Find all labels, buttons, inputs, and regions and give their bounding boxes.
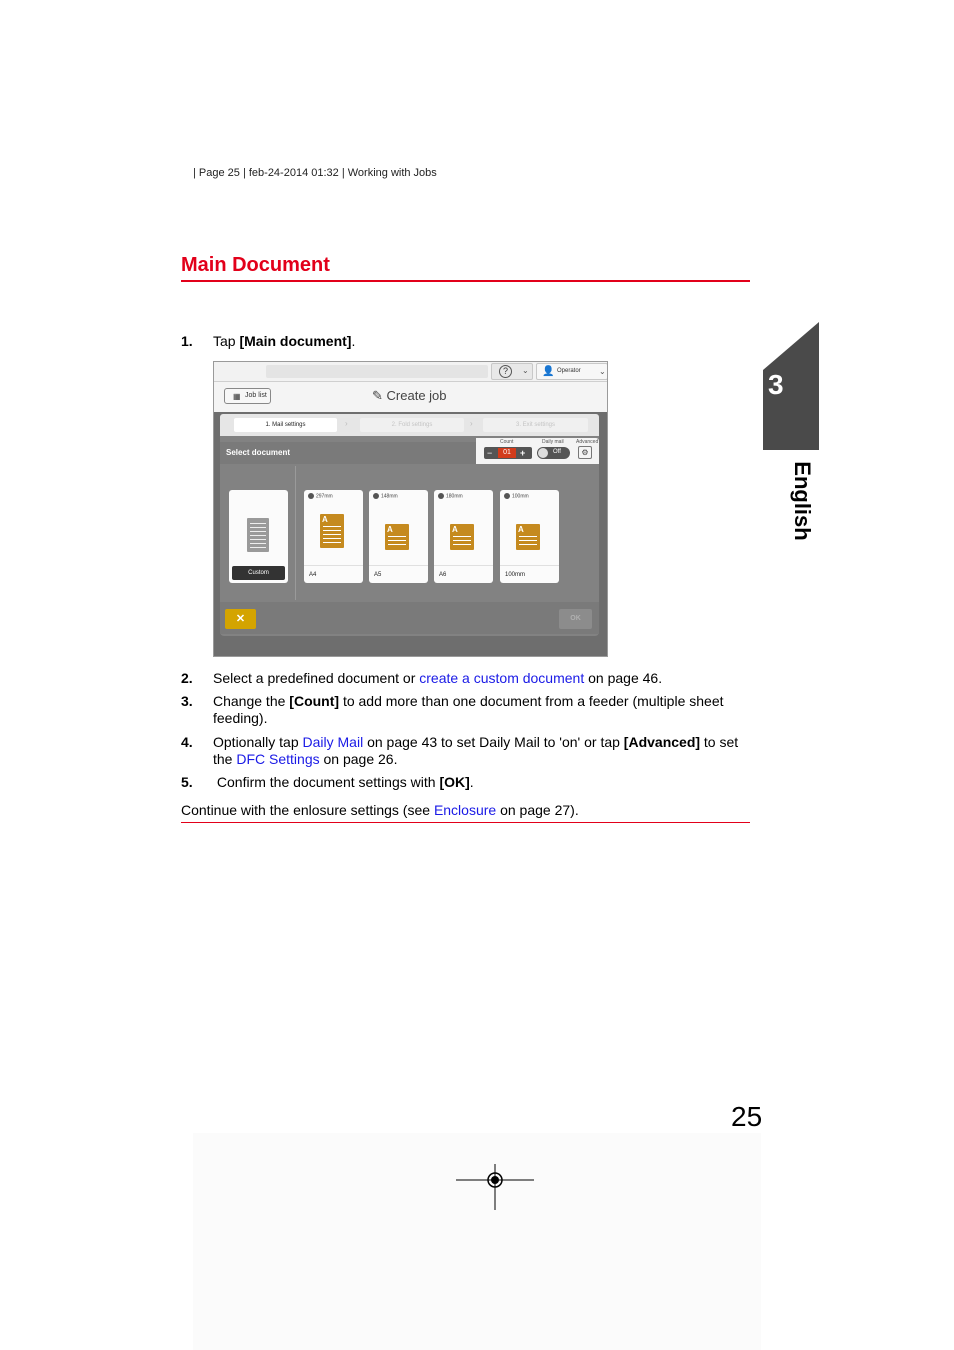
info-icon bbox=[308, 493, 314, 499]
blank-document-icon bbox=[247, 518, 269, 552]
step-text: on page 26. bbox=[319, 751, 398, 767]
step-text: Confirm the document settings with bbox=[213, 774, 440, 790]
daily-mail-toggle[interactable] bbox=[537, 447, 570, 459]
operator-label: Operator bbox=[557, 368, 581, 374]
document-icon: A bbox=[320, 514, 344, 548]
step-number: 5. bbox=[181, 774, 193, 790]
step-number: 1. bbox=[181, 333, 193, 349]
dfc-settings-link[interactable]: DFC Settings bbox=[236, 751, 320, 767]
ok-button[interactable]: OK bbox=[559, 609, 592, 629]
job-list-label: Job list bbox=[245, 392, 267, 399]
gear-icon: ⚙ bbox=[581, 448, 589, 457]
step-text: Optionally tap bbox=[213, 734, 303, 750]
document-name: 100mm bbox=[505, 572, 526, 578]
step-1 bbox=[181, 333, 756, 350]
step-text: Tap bbox=[213, 333, 240, 349]
registration-mark-icon bbox=[456, 1164, 534, 1210]
toggle-knob bbox=[538, 448, 548, 458]
size-label: 100mm bbox=[512, 493, 529, 500]
count-value: 01 bbox=[498, 448, 516, 458]
help-icon: ? bbox=[499, 365, 512, 378]
chevron-right-icon: › bbox=[470, 419, 473, 428]
create-job-title bbox=[372, 388, 447, 404]
document-icon: A bbox=[450, 524, 474, 550]
main-document-screenshot bbox=[213, 361, 608, 657]
document-size bbox=[373, 493, 398, 499]
step-text: . bbox=[469, 774, 474, 790]
daily-mail-label: Daily mail bbox=[542, 439, 564, 445]
card-divider bbox=[295, 466, 296, 600]
ui-reference: [OK] bbox=[439, 774, 470, 790]
size-label: 148mm bbox=[381, 493, 398, 500]
step-text: . bbox=[351, 333, 356, 349]
step-number: 2. bbox=[181, 670, 193, 686]
note-text: Continue with the enlosure settings (see bbox=[181, 802, 434, 818]
step-4 bbox=[181, 734, 756, 768]
create-job-label: Create job bbox=[386, 388, 447, 403]
step-text: Select a predefined document or bbox=[213, 670, 420, 686]
tab-mail-settings[interactable]: 1. Mail settings bbox=[234, 418, 337, 432]
document-card-100mm[interactable] bbox=[500, 490, 559, 583]
ui-reference: [Count] bbox=[289, 693, 340, 709]
step-number: 3. bbox=[181, 693, 193, 709]
daily-mail-link[interactable]: Daily Mail bbox=[302, 734, 364, 750]
size-label: 180mm bbox=[446, 493, 463, 500]
info-icon bbox=[504, 493, 510, 499]
status-field bbox=[266, 365, 488, 378]
advanced-button[interactable] bbox=[578, 446, 592, 459]
ui-reference: [Advanced] bbox=[623, 734, 701, 750]
document-name: A6 bbox=[439, 572, 447, 578]
document-name: A5 bbox=[374, 572, 382, 578]
cancel-button[interactable]: ✕ bbox=[225, 609, 256, 629]
chevron-down-icon: ⌄ bbox=[599, 367, 606, 376]
document-name: A4 bbox=[309, 572, 317, 578]
running-header: | Page 25 | feb-24-2014 01:32 | Working with Jobs bbox=[193, 167, 437, 179]
enclosure-link[interactable]: Enclosure bbox=[433, 802, 497, 818]
document-icon: A bbox=[516, 524, 540, 550]
step-2 bbox=[181, 670, 756, 687]
bottom-action-bar bbox=[220, 602, 599, 634]
step-number: 4. bbox=[181, 734, 193, 750]
plus-button[interactable]: + bbox=[520, 448, 526, 458]
operator-menu[interactable] bbox=[536, 363, 608, 380]
custom-document-link[interactable]: create a custom document bbox=[419, 670, 585, 686]
document-size bbox=[308, 493, 333, 499]
title-bar bbox=[214, 382, 608, 412]
chevron-right-icon: › bbox=[345, 419, 348, 428]
select-document-label: Select document bbox=[226, 448, 291, 457]
minus-button[interactable]: − bbox=[487, 448, 493, 458]
section-title: Main Document bbox=[181, 254, 330, 276]
step-text: on page 43 to set Daily Mail to 'on' or tap bbox=[363, 734, 624, 750]
step-3 bbox=[181, 693, 756, 727]
custom-document-card[interactable] bbox=[229, 490, 288, 583]
page-number: 25 bbox=[731, 1101, 763, 1132]
help-button[interactable] bbox=[491, 363, 533, 380]
step-text: on page 46. bbox=[584, 670, 663, 686]
document-icon: A bbox=[385, 524, 409, 550]
language-label: English bbox=[790, 461, 815, 541]
tab-exit-settings[interactable]: 3. Exit settings bbox=[483, 418, 588, 432]
info-icon bbox=[438, 493, 444, 499]
toggle-state: Off bbox=[553, 449, 561, 455]
chapter-number: 3 bbox=[768, 369, 784, 400]
ui-reference: [Main document] bbox=[239, 333, 352, 349]
chevron-down-icon: ⌄ bbox=[522, 366, 529, 375]
size-label: 297mm bbox=[316, 493, 333, 500]
continue-note bbox=[181, 802, 579, 818]
job-list-button[interactable] bbox=[224, 388, 271, 404]
grid-icon: ▦ bbox=[233, 392, 241, 401]
tab-fold-settings[interactable]: 2. Fold settings bbox=[360, 418, 464, 432]
custom-button[interactable]: Custom bbox=[232, 566, 285, 580]
note-text: on page 27). bbox=[496, 802, 579, 818]
step-text: to set the bbox=[213, 734, 739, 767]
step-5 bbox=[181, 774, 756, 791]
pencil-icon: ✎ bbox=[372, 388, 383, 403]
document-card-a6[interactable] bbox=[434, 490, 493, 583]
section-divider bbox=[181, 280, 750, 282]
step-tabs bbox=[220, 414, 599, 436]
step-text: Change the bbox=[213, 693, 290, 709]
document-controls bbox=[476, 438, 599, 464]
document-card-a4[interactable] bbox=[304, 490, 363, 583]
step-text: to add more than one document from a feeder (multiple sheet feeding). bbox=[213, 693, 724, 726]
section-end-rule bbox=[181, 822, 750, 823]
count-label: Count bbox=[500, 439, 514, 445]
document-size bbox=[438, 493, 463, 499]
top-bar bbox=[214, 362, 608, 382]
count-stepper bbox=[484, 447, 532, 459]
document-card-a5[interactable] bbox=[369, 490, 428, 583]
info-icon bbox=[373, 493, 379, 499]
advanced-label: Advanced bbox=[576, 439, 599, 445]
user-icon: 👤 bbox=[542, 366, 555, 377]
document-size bbox=[504, 493, 529, 499]
